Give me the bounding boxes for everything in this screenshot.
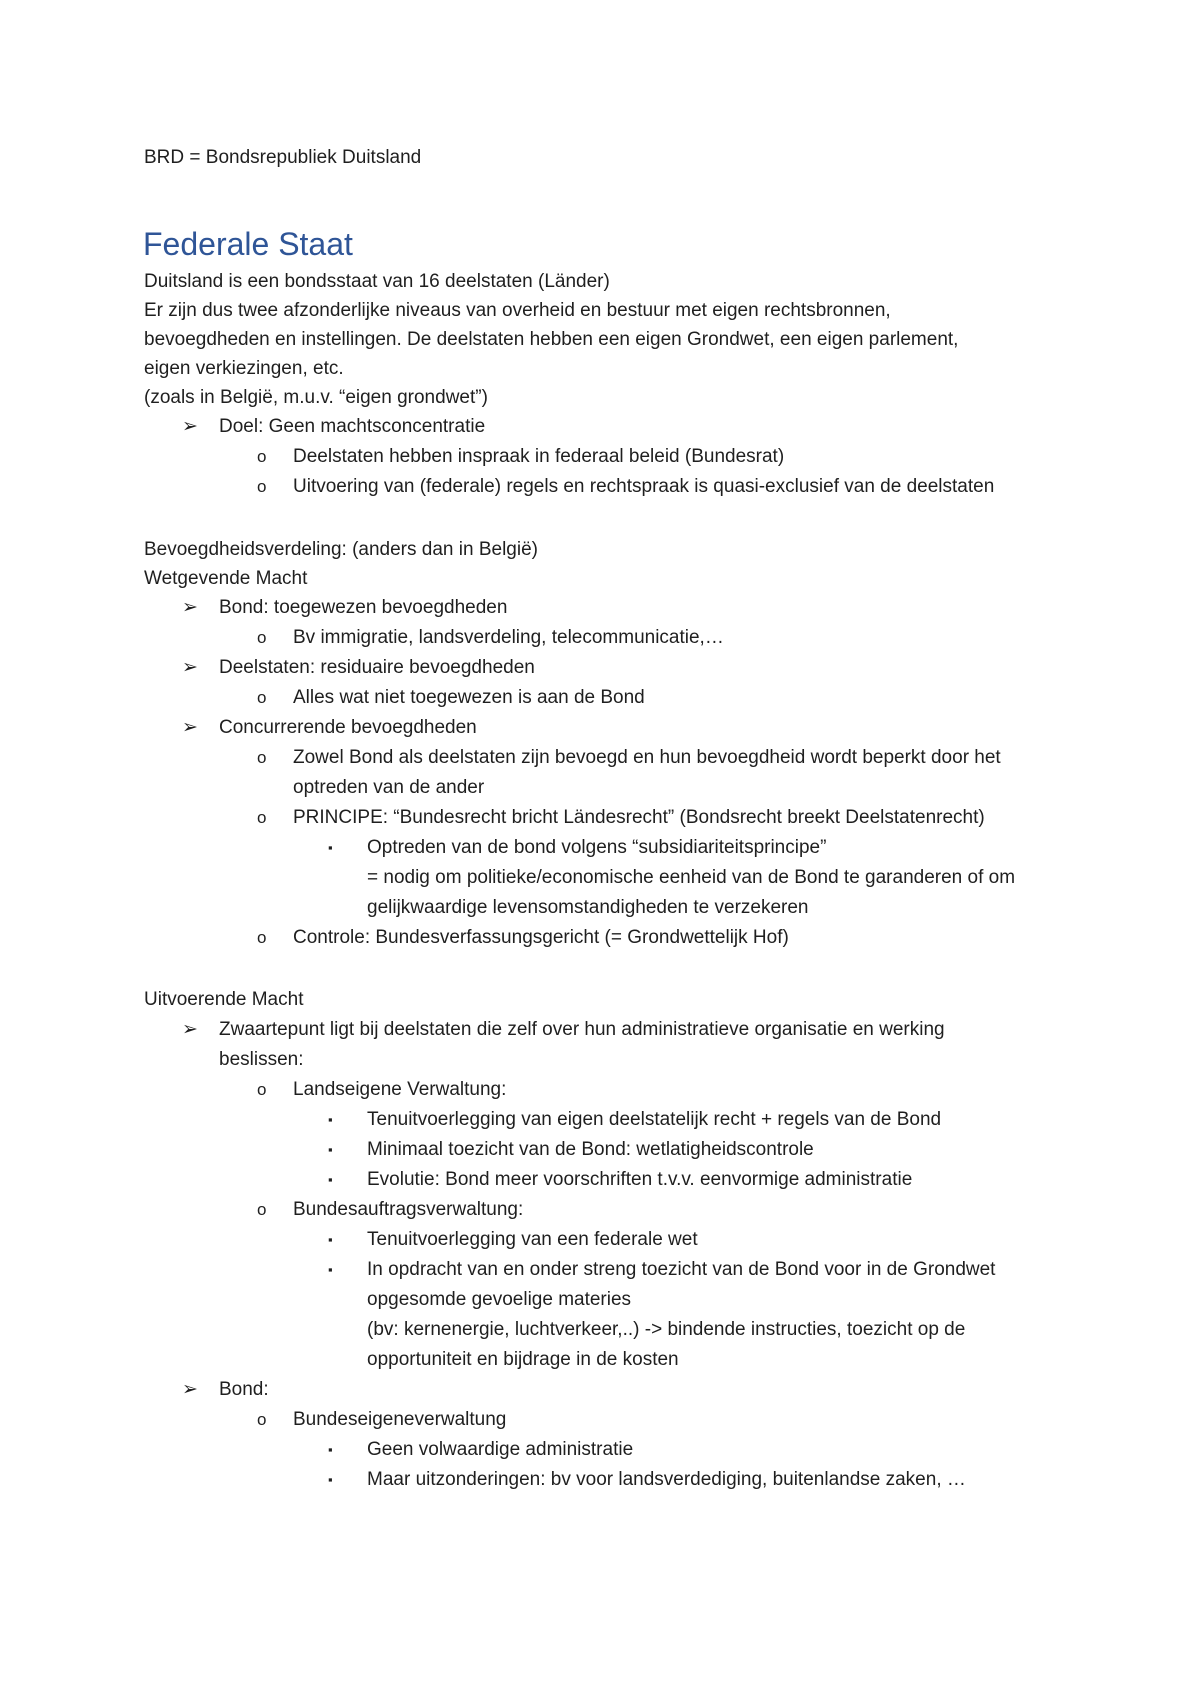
list-item: Controle: Bundesverfassungsgericht (= Grondwettelijk Hof) — [293, 927, 789, 948]
circle-bullet-icon: o — [257, 1080, 267, 1099]
circle-bullet-icon: o — [257, 928, 267, 947]
subheading: Wetgevende Macht — [144, 568, 308, 589]
list-item: Doel: Geen machtsconcentratie — [219, 416, 486, 437]
list-item-continued: opgesomde gevoelige materies — [367, 1289, 632, 1310]
list-item: Concurrerende bevoegdheden — [219, 717, 477, 738]
list-item: Bond: toegewezen bevoegdheden — [219, 597, 508, 618]
paragraph-line: Duitsland is een bondsstaat van 16 deelstaten (Länder) — [144, 271, 610, 292]
list-item: Uitvoering van (federale) regels en rechtspraak is quasi-exclusief van de deelstaten — [293, 476, 995, 497]
list-item: Alles wat niet toegewezen is aan de Bond — [293, 687, 645, 708]
square-bullet-icon: ▪ — [328, 1172, 333, 1187]
square-bullet-icon: ▪ — [328, 1262, 333, 1277]
list-item: Bundeseigeneverwaltung — [293, 1409, 507, 1430]
list-item: Evolutie: Bond meer voorschriften t.v.v. eenvormige administratie — [367, 1169, 913, 1190]
list-item-continued: = nodig om politieke/economische eenheid van de Bond te garanderen of om — [367, 867, 1016, 888]
list-item: Bundesauftragsverwaltung: — [293, 1199, 524, 1220]
list-item: Bv immigratie, landsverdeling, telecommunicatie,… — [293, 627, 724, 648]
list-item: Zowel Bond als deelstaten zijn bevoegd en hun bevoegdheid wordt beperkt door het — [293, 747, 1001, 768]
list-item: Maar uitzonderingen: bv voor landsverdediging, buitenlandse zaken, … — [367, 1469, 966, 1490]
square-bullet-icon: ▪ — [328, 840, 333, 855]
list-item: Deelstaten hebben inspraak in federaal beleid (Bundesrat) — [293, 446, 785, 467]
list-item-continued: gelijkwaardige levensomstandigheden te verzekeren — [367, 897, 809, 918]
list-item-continued: beslissen: — [219, 1049, 304, 1070]
circle-bullet-icon: o — [257, 628, 267, 647]
subheading: Uitvoerende Macht — [144, 989, 304, 1010]
arrow-bullet-icon: ➢ — [182, 1019, 198, 1040]
arrow-bullet-icon: ➢ — [182, 416, 198, 437]
list-item: Landseigene Verwaltung: — [293, 1079, 507, 1100]
circle-bullet-icon: o — [257, 477, 267, 496]
intro-line: BRD = Bondsrepubliek Duitsland — [144, 147, 422, 168]
circle-bullet-icon: o — [257, 1200, 267, 1219]
square-bullet-icon: ▪ — [328, 1142, 333, 1157]
list-item: PRINCIPE: “Bundesrecht bricht Ländesrecht” (Bondsrecht breekt Deelstatenrecht) — [293, 807, 985, 828]
list-item: Tenuitvoerlegging van een federale wet — [367, 1229, 698, 1250]
circle-bullet-icon: o — [257, 1410, 267, 1429]
arrow-bullet-icon: ➢ — [182, 597, 198, 618]
paragraph-line: Er zijn dus twee afzonderlijke niveaus van overheid en bestuur met eigen rechtsbronnen, — [144, 300, 891, 321]
section-heading: Federale Staat — [143, 226, 353, 262]
list-item: Bond: — [219, 1379, 269, 1400]
circle-bullet-icon: o — [257, 748, 267, 767]
list-item-continued: (bv: kernenergie, luchtverkeer,..) -> bindende instructies, toezicht op de — [367, 1319, 966, 1340]
paragraph-line: bevoegdheden en instellingen. De deelstaten hebben een eigen Grondwet, een eigen parlement, — [144, 329, 959, 350]
circle-bullet-icon: o — [257, 447, 267, 466]
square-bullet-icon: ▪ — [328, 1232, 333, 1247]
square-bullet-icon: ▪ — [328, 1112, 333, 1127]
list-item: Minimaal toezicht van de Bond: wetlatigheidscontrole — [367, 1139, 814, 1160]
arrow-bullet-icon: ➢ — [182, 717, 198, 738]
paragraph-line: (zoals in België, m.u.v. “eigen grondwet”) — [144, 387, 488, 408]
circle-bullet-icon: o — [257, 808, 267, 827]
list-item: Tenuitvoerlegging van eigen deelstatelijk recht + regels van de Bond — [367, 1109, 942, 1130]
paragraph-line: eigen verkiezingen, etc. — [144, 358, 344, 379]
list-item-continued: opportuniteit en bijdrage in de kosten — [367, 1349, 679, 1370]
arrow-bullet-icon: ➢ — [182, 657, 198, 678]
square-bullet-icon: ▪ — [328, 1442, 333, 1457]
paragraph-line: Bevoegdheidsverdeling: (anders dan in België) — [144, 539, 538, 560]
square-bullet-icon: ▪ — [328, 1472, 333, 1487]
list-item: Geen volwaardige administratie — [367, 1439, 634, 1460]
circle-bullet-icon: o — [257, 688, 267, 707]
arrow-bullet-icon: ➢ — [182, 1379, 198, 1400]
list-item: Zwaartepunt ligt bij deelstaten die zelf over hun administratieve organisatie en werking — [219, 1019, 945, 1040]
list-item-continued: optreden van de ander — [293, 777, 485, 798]
list-item: Deelstaten: residuaire bevoegdheden — [219, 657, 535, 678]
list-item: In opdracht van en onder streng toezicht van de Bond voor in de Grondwet — [367, 1259, 996, 1280]
list-item: Optreden van de bond volgens “subsidiariteitsprincipe” — [367, 837, 827, 858]
